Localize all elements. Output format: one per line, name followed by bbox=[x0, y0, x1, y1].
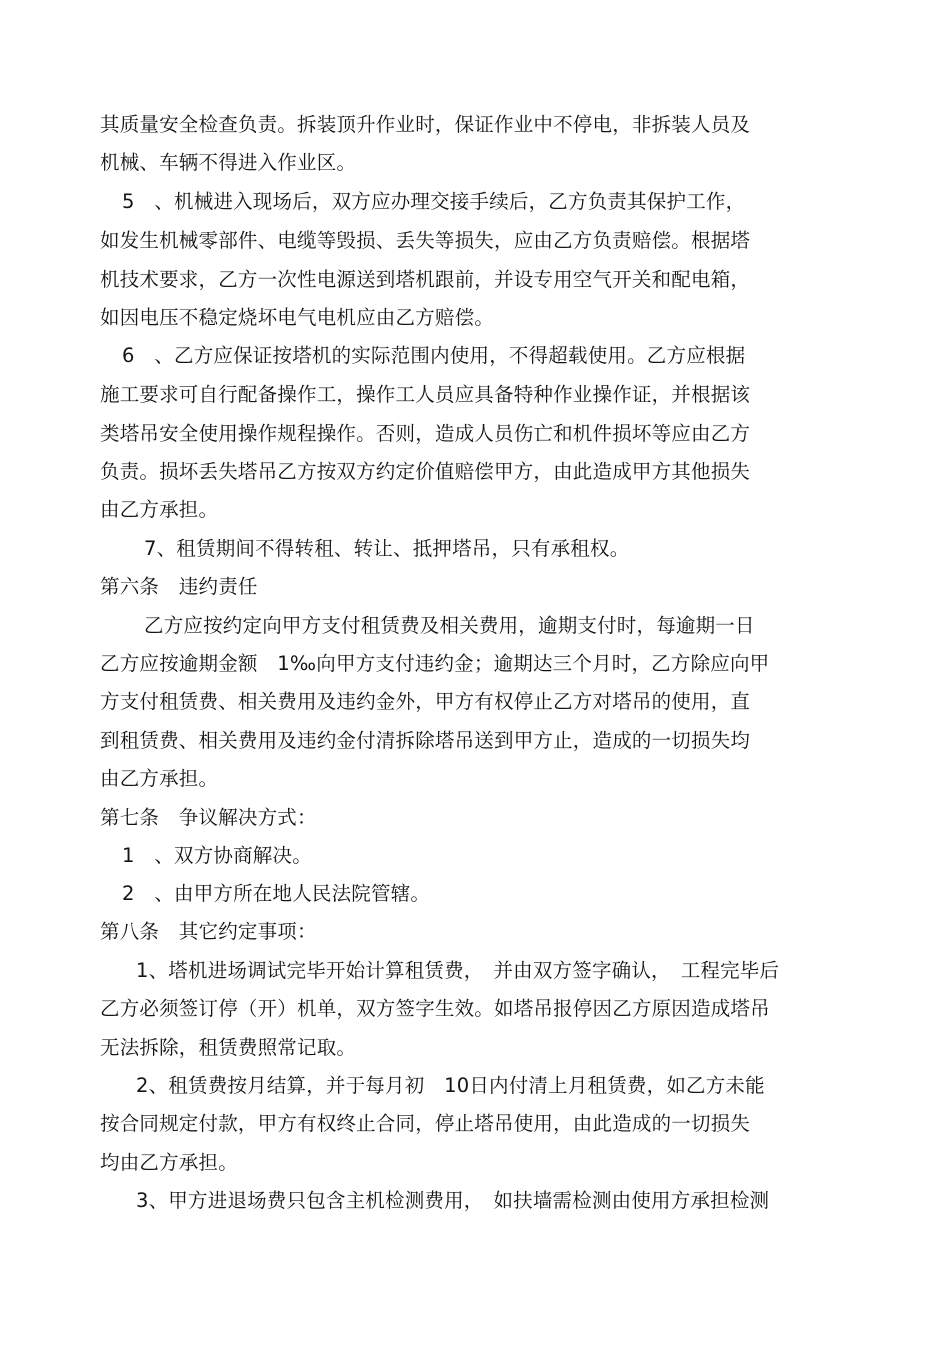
text-line: 到租赁费、相关费用及违约金付清拆除塔吊送到甲方止，造成的一切损失均 bbox=[100, 729, 751, 752]
text-line: 3、甲方进退场费只包含主机检测费用， 如扶墙需检测由使用方承担检测 bbox=[136, 1189, 770, 1212]
text-line: 方支付租赁费、相关费用及违约金外，甲方有权停止乙方对塔吊的使用，直 bbox=[100, 690, 751, 713]
text-line: 7、租赁期间不得转租、转让、抵押塔吊，只有承租权。 bbox=[144, 537, 630, 560]
text-line: 施工要求可自行配备操作工，操作工人员应具备特种作业操作证，并根据该 bbox=[100, 383, 751, 406]
text-line: 6 、乙方应保证按塔机的实际范围内使用，不得超载使用。乙方应根据 bbox=[122, 344, 746, 367]
section-heading: 第八条 其它约定事项： bbox=[100, 920, 317, 943]
text-line: 机技术要求，乙方一次性电源送到塔机跟前，并设专用空气开关和配电箱， bbox=[100, 268, 751, 291]
text-line: 2、租赁费按月结算，并于每月初 10日内付清上月租赁费，如乙方未能 bbox=[136, 1074, 765, 1097]
text-line: 如发生机械零部件、电缆等毁损、丢失等损失，应由乙方负责赔偿。根据塔 bbox=[100, 229, 751, 252]
text-line: 均由乙方承担。 bbox=[100, 1151, 238, 1174]
text-line: 2 、由甲方所在地人民法院管辖。 bbox=[122, 882, 431, 905]
section-heading: 第六条 违约责任 bbox=[100, 575, 258, 598]
text-line: 乙方应按逾期金额 1‰向甲方支付违约金；逾期达三个月时，乙方除应向甲 bbox=[100, 652, 770, 675]
text-line: 由乙方承担。 bbox=[100, 498, 219, 521]
text-line: 乙方应按约定向甲方支付租赁费及相关费用，逾期支付时，每逾期一日 bbox=[144, 614, 755, 637]
text-line: 按合同规定付款，甲方有权终止合同，停止塔吊使用，由此造成的一切损失 bbox=[100, 1112, 751, 1135]
text-line: 类塔吊安全使用操作规程操作。否则，造成人员伤亡和机件损坏等应由乙方 bbox=[100, 422, 751, 445]
text-line: 如因电压不稳定烧坏电气电机应由乙方赔偿。 bbox=[100, 306, 495, 329]
text-line: 由乙方承担。 bbox=[100, 767, 219, 790]
text-line: 无法拆除，租赁费照常记取。 bbox=[100, 1036, 357, 1059]
text-line: 机械、车辆不得进入作业区。 bbox=[100, 151, 357, 174]
text-line: 5 、机械进入现场后，双方应办理交接手续后，乙方负责其保护工作， bbox=[122, 190, 746, 213]
text-line: 负责。损坏丢失塔吊乙方按双方约定价值赔偿甲方，由此造成甲方其他损失 bbox=[100, 460, 751, 483]
text-line: 乙方必须签订停（开）机单，双方签字生效。如塔吊报停因乙方原因造成塔吊 bbox=[100, 997, 770, 1020]
text-line: 其质量安全检查负责。拆装顶升作业时，保证作业中不停电，非拆装人员及 bbox=[100, 113, 751, 136]
text-line: 1 、双方协商解决。 bbox=[122, 844, 312, 867]
text-line: 1、塔机进场调试完毕开始计算租赁费， 并由双方签字确认， 工程完毕后 bbox=[136, 959, 780, 982]
section-heading: 第七条 争议解决方式： bbox=[100, 806, 317, 829]
